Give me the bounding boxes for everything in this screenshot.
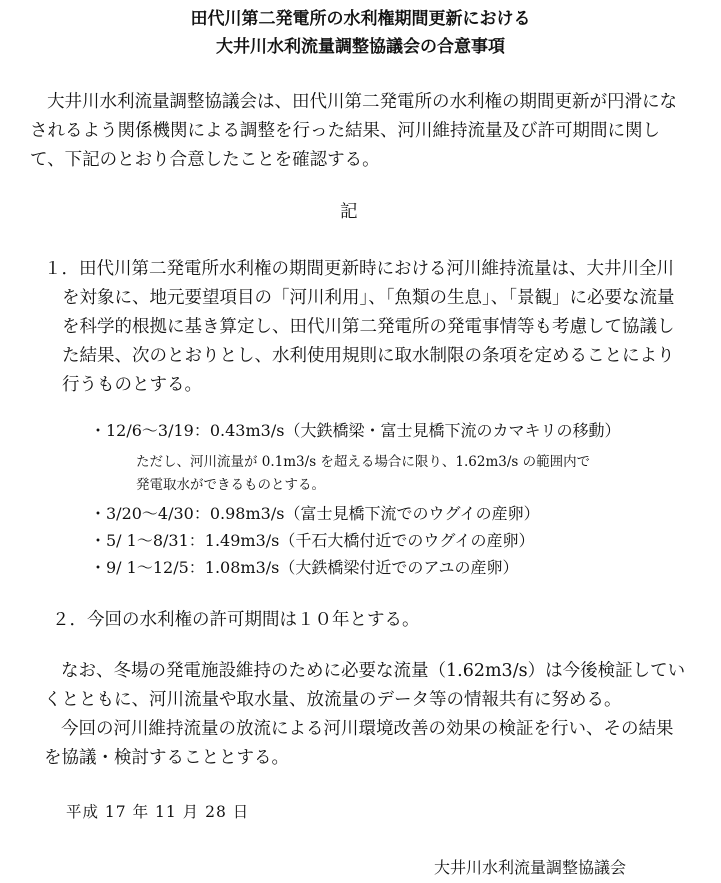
ki-heading: 記 <box>340 202 358 222</box>
document-title-line-1: 田代川第二発電所の水利権期間更新における <box>190 9 531 29</box>
closing-paragraph-1: なお、冬場の発電施設維持のために必要な流量（1.62m3/s）は今後検証していくとともに、河川流量や取水量、放流量のデータ等の情報共有に努める。 <box>44 661 686 710</box>
bullet-item-4: ・9/ 1～12/5：1.08m3/s（大鉄橋梁付近でのアユの産卵） <box>90 558 519 577</box>
organization-name: 大井川水利流量調整協議会 <box>434 858 627 877</box>
bullet-item-2: ・3/20～4/30：0.98m3/s（富士見橋下流でのウグイの産卵） <box>90 504 540 523</box>
bullet-item-3: ・5/ 1～8/31：1.49m3/s（千石大橋付近でのウグイの産卵） <box>90 531 535 550</box>
bullet-item-1: ・12/6～3/19：0.43m3/s（大鉄橋梁・富士見橋下流のカマキリの移動） <box>90 421 621 440</box>
document-title-line-2: 大井川水利流量調整協議会の合意事項 <box>216 37 505 57</box>
item-1-paragraph: １．田代川第二発電所水利権の期間更新時における河川維持流量は、大井川全川を対象に、地元要望項目の「河川利用」、「魚類の生息」、「景観」に必要な流量を科学的根拠に基き算定し、田代川第二発電所の発電事情等も考慮して協議した結果、次のとおりとし、水利使用規則に取水制限の条項を定めることにより行うものとする。 <box>44 259 675 395</box>
item-2-paragraph: ２．今回の水利権の許可期間は１０年とする。 <box>52 610 420 630</box>
closing-paragraph-2: 今回の河川維持流量の放流による河川環境改善の効果の検証を行い、その結果を協議・検討することとする。 <box>44 719 674 768</box>
document-date: 平成 17 年 11 月 28 日 <box>66 803 250 821</box>
intro-paragraph: 大井川水利流量調整協議会は、田代川第二発電所の水利権の期間更新が円滑になされるよう関係機関による調整を行った結果、河川維持流量及び許可期間に関して、下記のとおり合意したことを確認する。 <box>30 92 677 170</box>
bullet-note-line-1: ただし、河川流量が 0.1m3/s を超える場合に限り、1.62m3/s の範囲内で <box>136 454 591 470</box>
bullet-note-line-2: 発電取水ができるものとする。 <box>136 477 325 493</box>
